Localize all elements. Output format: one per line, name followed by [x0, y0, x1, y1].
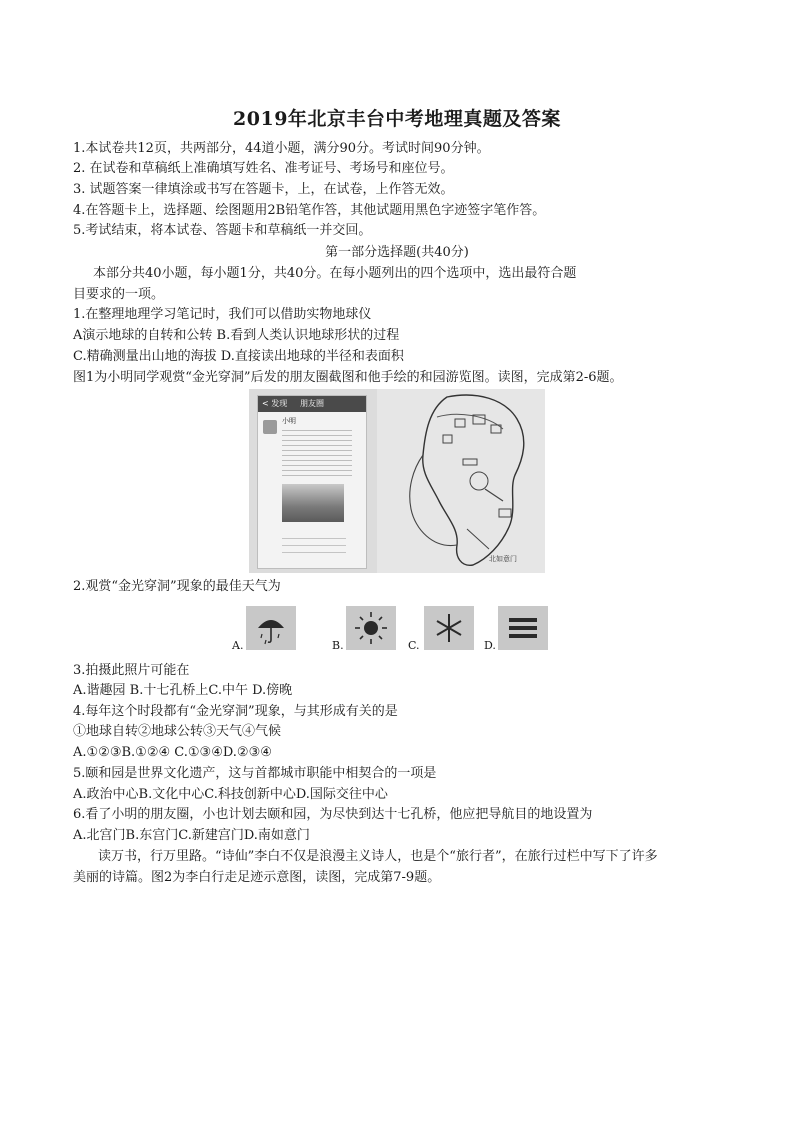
phone-comments [282, 532, 346, 558]
sun-icon [346, 606, 396, 650]
question-1-options-ab: A演示地球的自转和公转 B.看到人类认识地球形状的过程 [73, 328, 400, 343]
passage-line-2: 美丽的诗篇。图2为李白行走足迹示意图，读图，完成第7-9题。 [73, 870, 441, 885]
question-4-options: A.①②③B.①②④ C.①③④D.②③④ [73, 745, 272, 760]
passage-line-1: 读万书，行万里路。“诗仙”李白不仅是浪漫主义诗人，也是个“旅行者”，在旅行过栏中写下了许多 [98, 849, 658, 864]
option-a-label: A. [232, 639, 244, 652]
option-b-label: B. [332, 639, 344, 652]
page-title: 2019年北京丰台中考地理真题及答案 [233, 108, 561, 130]
question-6-options: A.北宫门B.东宫门C.新建宫门D.南如意门 [73, 828, 310, 843]
phone-post-photo [282, 484, 344, 522]
question-4-items: ①地球自转②地球公转③天气④气候 [73, 724, 282, 739]
question-2-options [232, 606, 532, 656]
figure-1-intro: 图1为小明同学观赏“金光穿洞”后发的朋友圈截图和他手绘的和园游览图。读图，完成第2-6题。 [73, 370, 623, 385]
question-5-stem: 5.颐和园是世界文化遗产，这与首都城市职能中相契合的一项是 [73, 766, 437, 781]
phone-post-text [282, 426, 352, 476]
map-gate-label: 北如意门 [489, 555, 517, 563]
phone-screenshot [257, 395, 367, 569]
section-description: 本部分共40小题，每小题1分，共40分。在每小题列出的四个选项中，选出最符合题 [93, 266, 577, 281]
section-description-cont: 目要求的一项。 [73, 287, 165, 302]
question-5-options: A.政治中心B.文化中心C.科技创新中心D.国际交往中心 [73, 787, 388, 802]
option-c-label: C. [408, 639, 420, 652]
phone-back-label: < 发现 [262, 399, 288, 408]
phone-header-title: 朋友圈 [300, 399, 324, 408]
figure-1-image [249, 389, 545, 573]
snowflake-icon [424, 606, 474, 650]
map-drawing [377, 389, 545, 573]
phone-header [258, 396, 366, 412]
instruction-2: 2. 在试卷和草稿纸上准确填写姓名、准考证号、考场号和座位号。 [73, 161, 454, 176]
option-d-label: D. [484, 639, 496, 652]
instruction-1: 1.本试卷共12页，共两部分，44道小题，满分90分。考试时间90分钟。 [73, 141, 490, 156]
question-2-stem: 2.观赏“金光穿洞”现象的最佳天气为 [73, 579, 281, 594]
instruction-3: 3. 试题答案一律填涂或书写在答题卡，上，在试卷，上作答无效。 [73, 182, 454, 197]
instruction-5: 5.考试结束，将本试卷、答题卡和草稿纸一并交回。 [73, 223, 372, 238]
question-1-stem: 1.在整理地理学习笔记时，我们可以借助实物地球仪 [73, 307, 372, 322]
question-3-options: A.谐趣园 B.十七孔桥上C.中午 D.傍晚 [73, 683, 293, 698]
phone-user-name: 小明 [282, 417, 296, 425]
fog-icon [498, 606, 548, 650]
avatar [263, 420, 277, 434]
question-1-options-cd: C.精确测量出山地的海拔 D.直接读出地球的半径和表面积 [73, 349, 404, 364]
question-3-stem: 3.拍摄此照片可能在 [73, 663, 190, 678]
instruction-4: 4.在答题卡上，选择题、绘图题用2B铅笔作答，其他试题用黑色字迹签字笔作答。 [73, 203, 546, 218]
question-4-stem: 4.每年这个时段都有“金光穿洞”现象，与其形成有关的是 [73, 704, 398, 719]
section-title: 第一部分选择题(共40分) [325, 245, 469, 260]
umbrella-rain-icon [246, 606, 296, 650]
question-6-stem: 6.看了小明的朋友圈，小也计划去颐和园，为尽快到达十七孔桥，他应把导航目的地设置为 [73, 807, 593, 822]
hand-drawn-map [377, 389, 545, 573]
